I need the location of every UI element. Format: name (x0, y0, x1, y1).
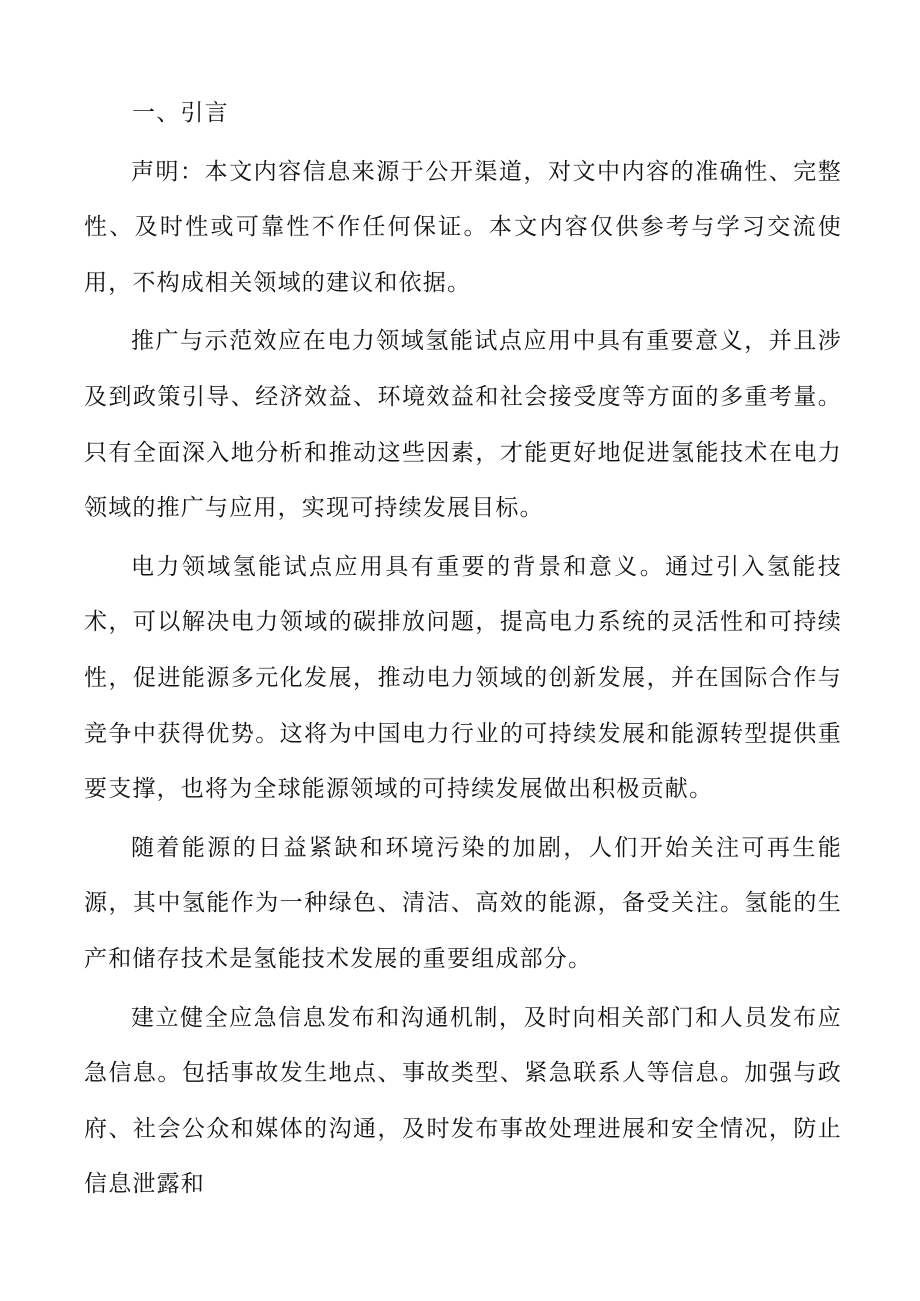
section-heading: 一、引言 (132, 100, 229, 126)
paragraph-disclaimer: 声明：本文内容信息来源于公开渠道，对文中内容的准确性、完整性、及时性或可靠性不作任何保证。本文内容仅供参考与学习交流使用，不构成相关领域的建议和依据。 (84, 158, 842, 296)
paragraph-emergency-information: 建立健全应急信息发布和沟通机制，及时向相关部门和人员发布应急信息。包括事故发生地点、事故类型、紧急联系人等信息。加强与政府、社会公众和媒体的沟通，及时发布事故处理进展和安全情况，防止信息泄露和 (84, 1004, 842, 1198)
paragraph-hydrogen-energy: 随着能源的日益紧缺和环境污染的加剧，人们开始关注可再生能源，其中氢能作为一种绿色、清洁、高效的能源，备受关注。氢能的生产和储存技术是氢能技术发展的重要组成部分。 (84, 834, 842, 972)
paragraph-background-significance: 电力领域氢能试点应用具有重要的背景和意义。通过引入氢能技术，可以解决电力领域的碳排放问题，提高电力系统的灵活性和可持续性，促进能源多元化发展，推动电力领域的创新发展，并在国际合作与竞争中获得优势。这将为中国电力行业的可持续发展和能源转型提供重要支撑，也将为全球能源领域的可持续发展做出积极贡献。 (84, 553, 842, 803)
document-body (84, 86, 842, 1216)
paragraph-demonstration-effect: 推广与示范效应在电力领域氢能试点应用中具有重要意义，并且涉及到政策引导、经济效益、环境效益和社会接受度等方面的多重考量。只有全面深入地分析和推动这些因素，才能更好地促进氢能技术在电力领域的推广与应用，实现可持续发展目标。 (84, 328, 842, 522)
